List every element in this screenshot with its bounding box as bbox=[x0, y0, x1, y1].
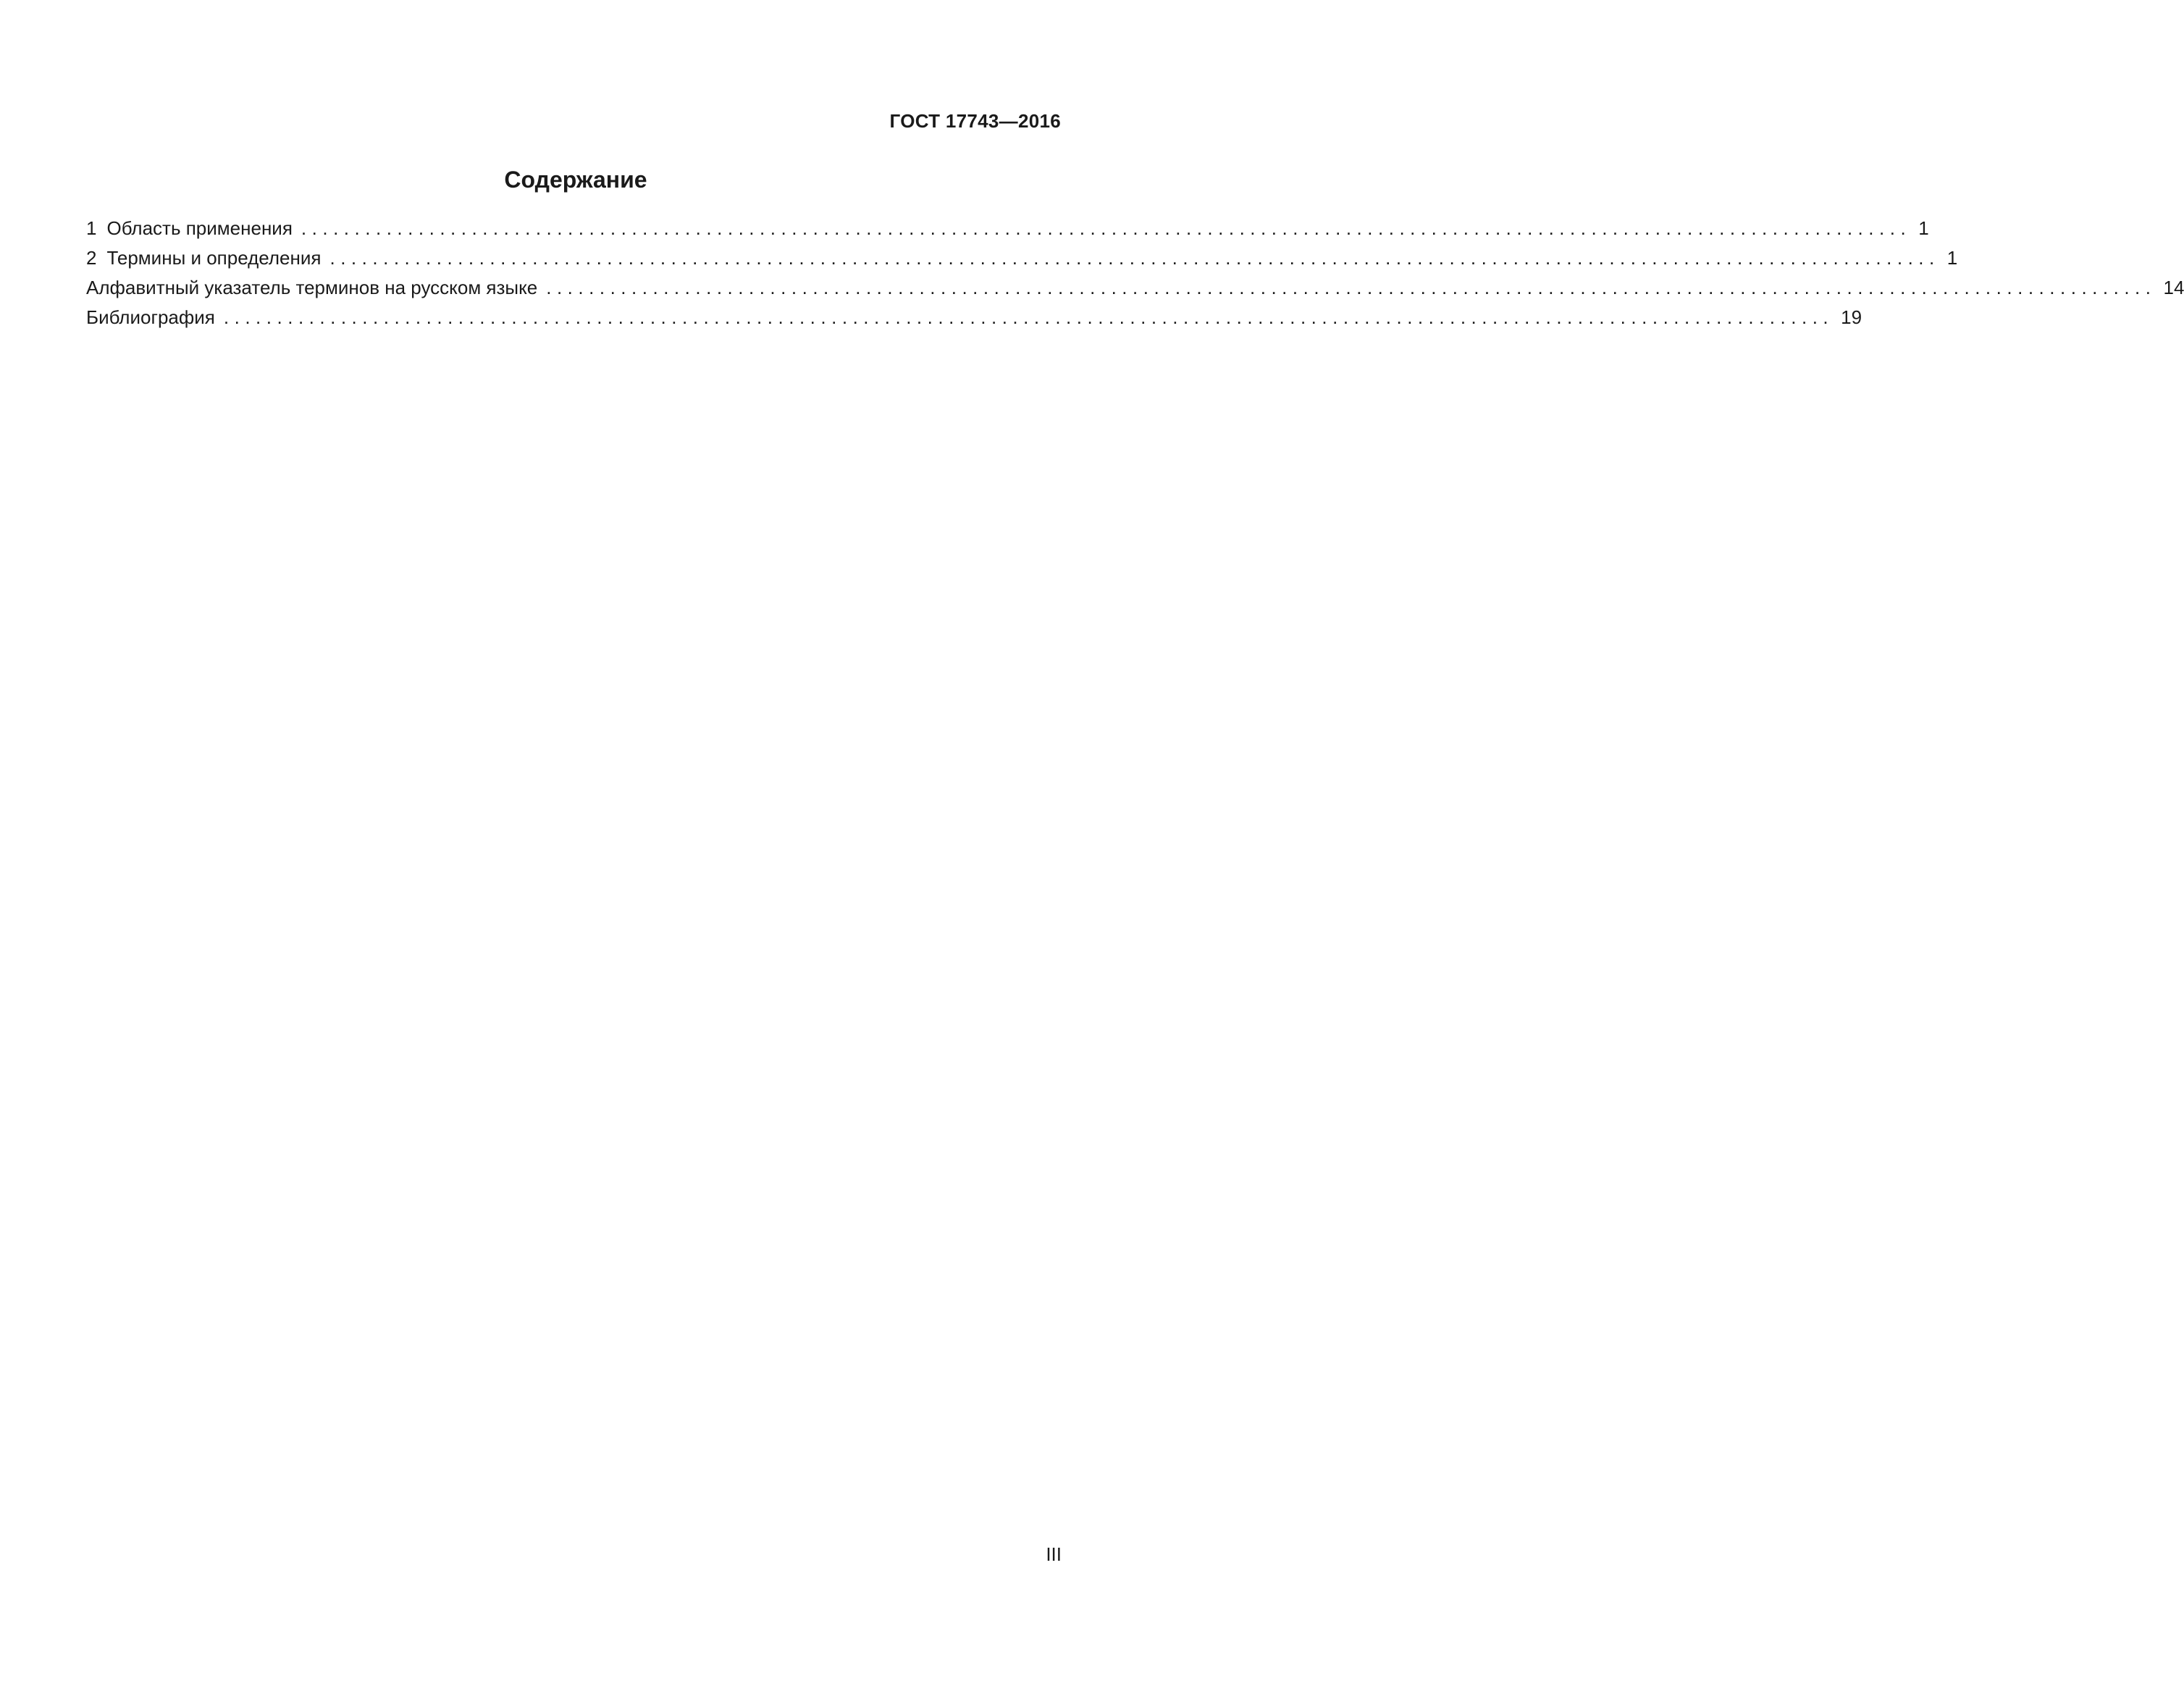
table-of-contents bbox=[86, 217, 2184, 336]
page-number: III bbox=[1046, 1543, 1062, 1565]
toc-leader-dots: ....................................................................................................................................................... bbox=[329, 247, 1940, 269]
toc-title: Содержание bbox=[504, 167, 647, 193]
toc-entry-label bbox=[86, 306, 224, 329]
toc-entry-alphabetical-index[interactable] bbox=[86, 277, 2184, 306]
toc-entry-page: 14 bbox=[2163, 277, 2184, 298]
toc-entry-label bbox=[86, 217, 301, 240]
toc-entry-text: Алфавитный указатель терминов на русском языке bbox=[86, 277, 538, 298]
toc-entry-number: 2 bbox=[86, 247, 97, 269]
toc-entry-bibliography[interactable] bbox=[86, 306, 1862, 336]
toc-leader-dots: ....................................................................................................................................................... bbox=[301, 217, 1912, 239]
toc-entry-number: 1 bbox=[86, 217, 97, 239]
toc-entry-page: 19 bbox=[1841, 306, 1862, 328]
toc-leader-dots: ....................................................................................................................................................... bbox=[546, 277, 2156, 298]
toc-entry-terms[interactable] bbox=[86, 247, 1958, 277]
toc-entry-label bbox=[86, 277, 546, 299]
toc-entry-scope[interactable] bbox=[86, 217, 1929, 247]
toc-leader-dots: ....................................................................................................................................................... bbox=[223, 306, 1834, 328]
toc-entry-text: Область применения bbox=[106, 217, 293, 239]
document-code: ГОСТ 17743—2016 bbox=[889, 110, 1061, 132]
toc-entry-text: Библиография bbox=[86, 306, 215, 328]
toc-entry-page: 1 bbox=[1918, 217, 1929, 239]
toc-entry-text: Термины и определения bbox=[106, 247, 322, 269]
toc-entry-label bbox=[86, 247, 329, 269]
toc-entry-page: 1 bbox=[1946, 247, 1958, 269]
